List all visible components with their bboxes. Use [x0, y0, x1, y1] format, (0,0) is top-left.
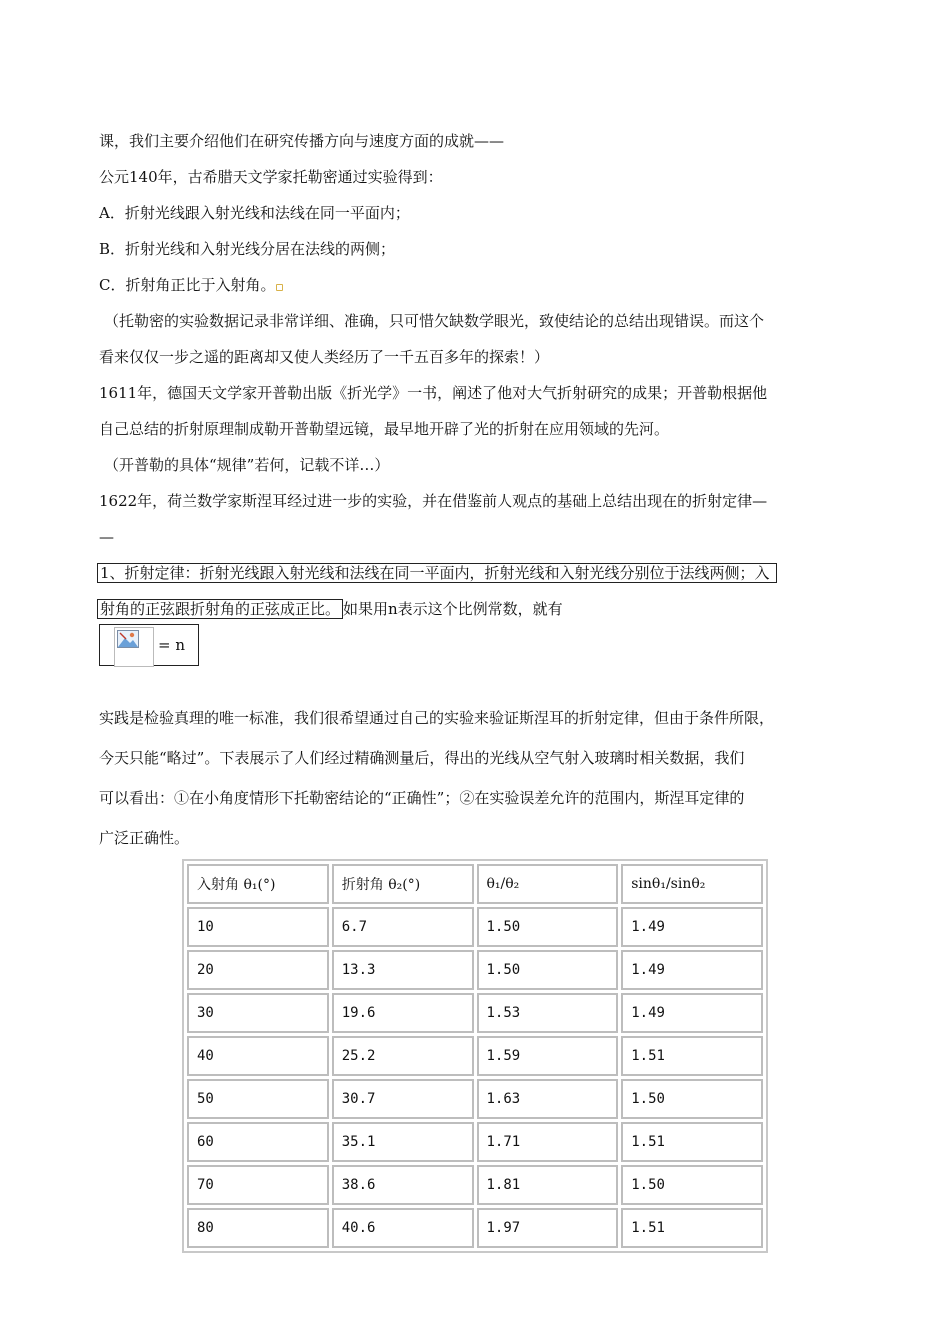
- table-row: [187, 1079, 763, 1119]
- table-cell: 1.50: [621, 1165, 763, 1205]
- refraction-table: [182, 859, 768, 1253]
- table-cell: 1.71: [477, 1122, 619, 1162]
- table-cell: 1.53: [477, 993, 619, 1033]
- table-row: [187, 950, 763, 990]
- table-cell: 25.2: [332, 1036, 474, 1076]
- table-cell: 30: [187, 993, 329, 1033]
- table-cell: 1.51: [621, 1208, 763, 1248]
- table-cell: 80: [187, 1208, 329, 1248]
- text-line: 课，我们主要介绍他们在研究传播方向与速度方面的成就——: [99, 132, 505, 150]
- broken-image-icon: [114, 627, 154, 667]
- table-cell: 35.1: [332, 1122, 474, 1162]
- table-cell: 1.81: [477, 1165, 619, 1205]
- table-cell: 40: [187, 1036, 329, 1076]
- table-cell: 13.3: [332, 950, 474, 990]
- table-header-cell: sinθ₁/sinθ₂: [621, 864, 763, 904]
- law-box-line1: 1、折射定律：折射光线跟入射光线和法线在同一平面内，折射光线和入射光线分别位于法线两侧；入: [97, 563, 777, 583]
- table-cell: 1.63: [477, 1079, 619, 1119]
- table-cell: 1.49: [621, 950, 763, 990]
- table-row: [187, 1036, 763, 1076]
- table-header-cell: 入射角 θ₁(°): [187, 864, 329, 904]
- table-cell: 1.49: [621, 907, 763, 947]
- table-cell: 38.6: [332, 1165, 474, 1205]
- text: 今天只能“略过”。下表展示了人们经过精确测量后，得出的光线从空气射入玻璃时相关数据，我们: [99, 749, 745, 767]
- table-header-row: [187, 864, 763, 904]
- table-cell: 1.50: [477, 950, 619, 990]
- text-line: 广泛正确性。: [99, 829, 190, 847]
- table-cell: 30.7: [332, 1079, 474, 1119]
- text-line: —: [99, 528, 114, 546]
- table-row: [187, 907, 763, 947]
- table-cell: 50: [187, 1079, 329, 1119]
- table-header-cell: θ₁/θ₂: [477, 864, 619, 904]
- table-cell: 1.97: [477, 1208, 619, 1248]
- text-line: 实践是检验真理的唯一标准，我们很希望通过自己的实验来验证斯涅耳的折射定律，但由于条件所限，: [99, 709, 775, 727]
- text-line: 1622年，荷兰数学家斯涅耳经过进一步的实验，并在借鉴前人观点的基础上总结出现在的折射定律—: [99, 492, 768, 510]
- table-cell: 1.50: [477, 907, 619, 947]
- table-row: [187, 1208, 763, 1248]
- table-cell: 60: [187, 1122, 329, 1162]
- table-cell: 40.6: [332, 1208, 474, 1248]
- table-cell: 1.51: [621, 1122, 763, 1162]
- table-cell: 19.6: [332, 993, 474, 1033]
- law-statement-cont: [97, 599, 563, 619]
- table-cell: 6.7: [332, 907, 474, 947]
- table-cell: 70: [187, 1165, 329, 1205]
- table-cell: 20: [187, 950, 329, 990]
- law-box-line2: 射角的正弦跟折射角的正弦成正比。: [97, 599, 343, 619]
- table-header-cell: 折射角 θ₂(°): [332, 864, 474, 904]
- text-line: 1611年，德国天文学家开普勒出版《折光学》一书，阐述了他对大气折射研究的成果；开普勒根据他: [99, 384, 768, 402]
- table-cell: 10: [187, 907, 329, 947]
- list-item-c: [99, 275, 283, 295]
- table-cell: 1.59: [477, 1036, 619, 1076]
- text-line: 看来仅仅一步之遥的距离却又使人类经历了一千五百多年的探索！）: [99, 348, 550, 366]
- list-item-a: A．折射光线跟入射光线和法线在同一平面内；: [99, 204, 410, 222]
- text-line: （托勒密的实验数据记录非常详细、准确，只可惜欠缺数学眼光，致使结论的总结出现错误。而这个: [104, 312, 765, 330]
- table-row: [187, 1165, 763, 1205]
- table-cell: 1.50: [621, 1079, 763, 1119]
- text-line: 自己总结的折射原理制成勒开普勒望远镜，最早地开辟了光的折射在应用领域的先河。: [99, 420, 670, 438]
- formula-equals-n: = n: [158, 636, 185, 654]
- table-row: [187, 1122, 763, 1162]
- text-line: 公元140年，古希腊天文学家托勒密通过实验得到：: [99, 168, 443, 186]
- table-row: [187, 993, 763, 1033]
- formula: [99, 624, 199, 666]
- table-cell: 1.51: [621, 1036, 763, 1076]
- text-line: 可以看出：①在小角度情形下托勒密结论的“正确性”；②在实验误差允许的范围内，斯涅耳定律的: [99, 789, 745, 807]
- law-tail: 如果用n表示这个比例常数，就有: [343, 600, 563, 618]
- law-statement: [97, 563, 777, 583]
- list-item-b: B．折射光线和入射光线分居在法线的两侧；: [99, 240, 396, 258]
- text-line: [99, 748, 744, 768]
- text: C．折射角正比于入射角。: [99, 276, 276, 294]
- edit-mark-icon: [276, 284, 283, 291]
- text-line: （开普勒的具体“规律”若何，记载不详…）: [104, 456, 390, 474]
- table-cell: 1.49: [621, 993, 763, 1033]
